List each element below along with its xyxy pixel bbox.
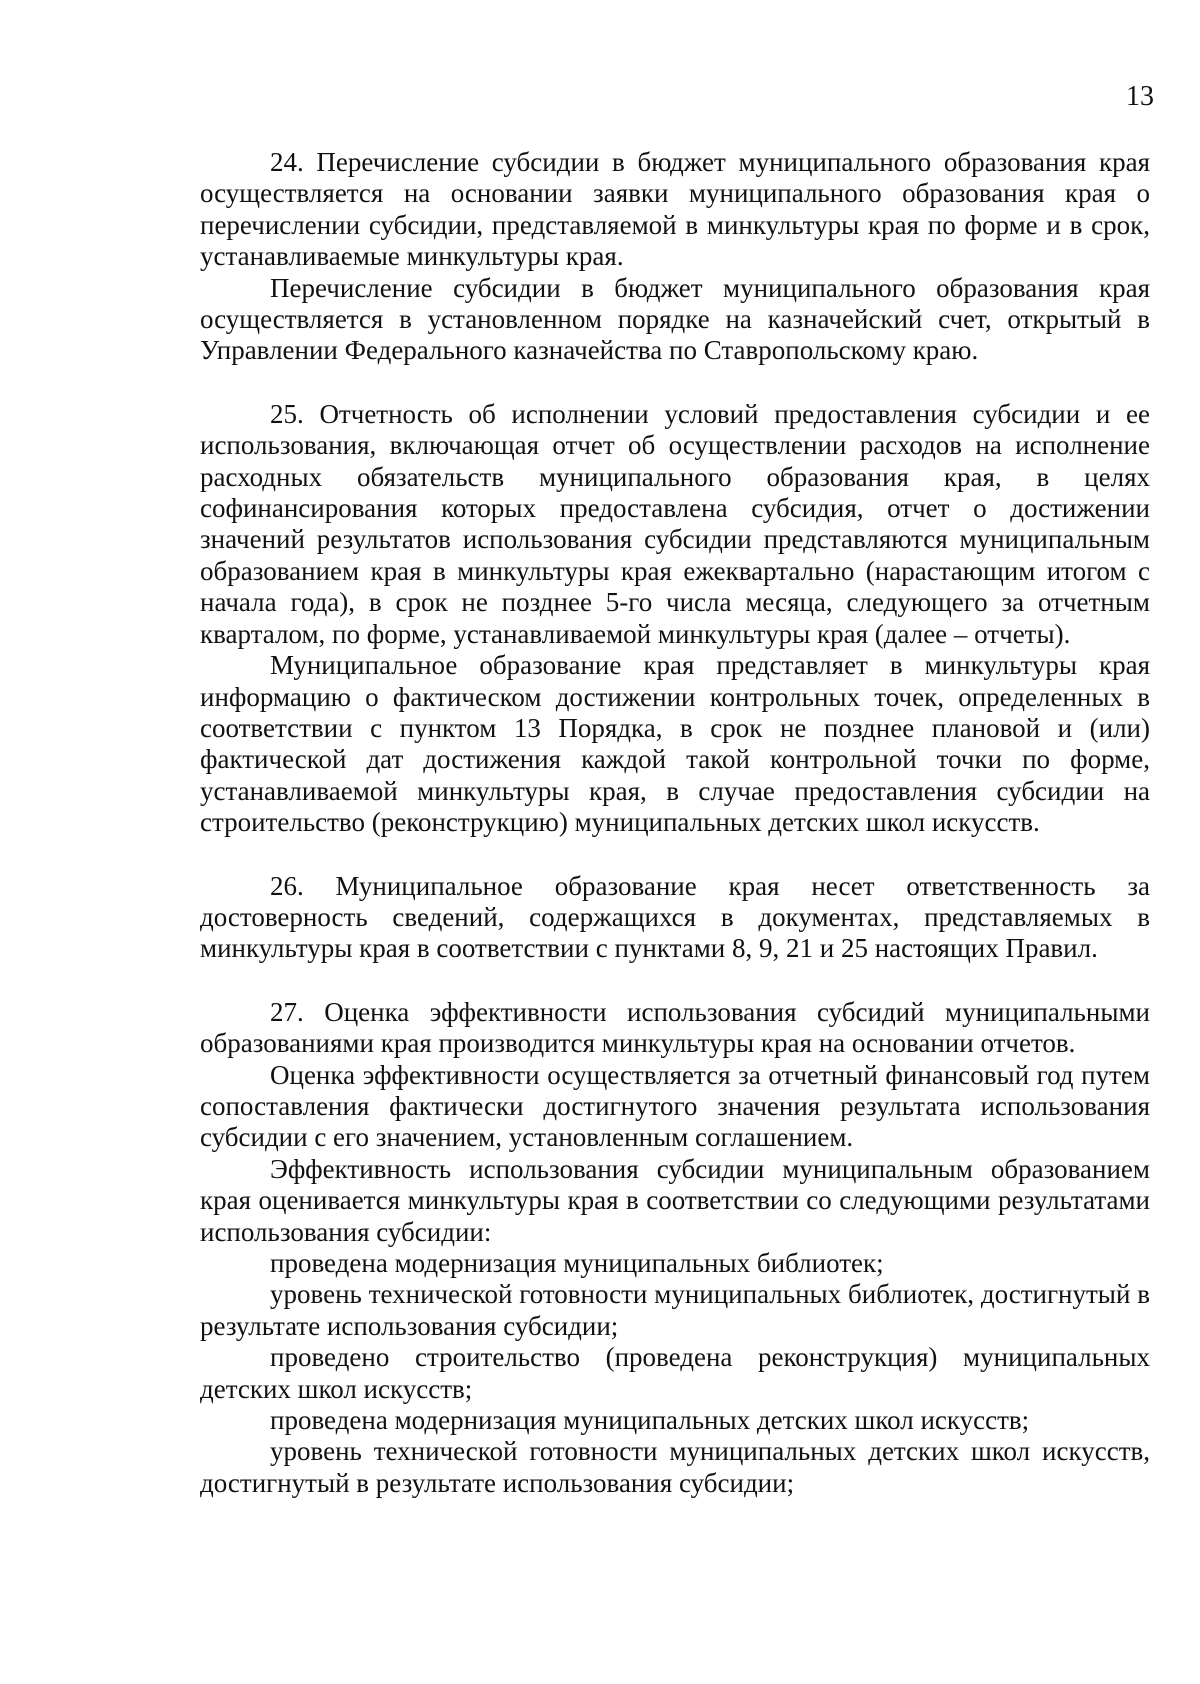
page-number: 13: [1126, 81, 1154, 112]
result-item: проведена модернизация муниципальных библиотек;: [270, 1248, 884, 1278]
paragraph-26: 26. Муниципальное образование края несет ответственность за достоверность сведений, содержащихся в документах, представляемых в минкультуры края в соответствии с пунктами 8, 9, 21 и 25 настоящих Правил.: [200, 870, 1150, 964]
paragraph-24-transfer: Перечисление субсидии в бюджет муниципального образования края осуществляется в установленном порядке на казначейский счет, открытый в Управлении Федерального казначейства по Ставропольскому краю.: [200, 272, 1150, 366]
paragraph-27: 27. Оценка эффективности использования субсидий муниципальными образованиями края производится минкультуры края на основании отчетов.: [200, 996, 1150, 1059]
paragraph-25-control-points: Муниципальное образование края представляет в минкультуры края информацию о фактическом достижении контрольных точек, определенных в соответствии с пунктом 13 Порядка, в срок не позднее плановой и (или) фактической дат достижения каждой такой контрольной точки по форме, устанавливаемой минкультуры края, в случае предоставления субсидии на строительство (реконструкцию) муниципальных детских школ искусств.: [200, 650, 1150, 838]
document-body: [200, 147, 1150, 1499]
paragraph-24: 24. Перечисление субсидии в бюджет муниципального образования края осуществляется на основании заявки муниципального образования края о перечислении субсидии, представляемой в минкультуры края по форме и в срок, устанавливаемые минкультуры края.: [200, 147, 1150, 272]
paragraph-25: 25. Отчетность об исполнении условий предоставления субсидии и ее использования, включающая отчет об осуществлении расходов на исполнение расходных обязательств муниципального образования края, в целях софинансирования которых предоставлена субсидия, отчет о достижении значений результатов использования субсидии представляются муниципальным образованием края в минкультуры края ежеквартально (нарастающим итогом с начала года), в срок не позднее 5-го числа месяца, следующего за отчетным кварталом, по форме, устанавливаемой минкультуры края (далее – отчеты).: [200, 398, 1150, 649]
paragraph-27-results-intro: Эффективность использования субсидии муниципальным образованием края оценивается минкультуры края в соответствии со следующими результатами использования субсидии:: [200, 1153, 1150, 1247]
result-item: проведено строительство (проведена реконструкция) муниципальных детских школ искусств;: [200, 1342, 1150, 1404]
result-item: уровень технической готовности муниципальных библиотек, достигнутый в результате использования субсидии;: [200, 1279, 1150, 1341]
paragraph-27-evaluation: Оценка эффективности осуществляется за отчетный финансовый год путем сопоставления фактически достигнутого значения результата использования субсидии с его значением, установленным соглашением.: [200, 1059, 1150, 1153]
result-item: проведена модернизация муниципальных детских школ искусств;: [270, 1405, 1030, 1436]
result-item: уровень технической готовности муниципальных детских школ искусств, достигнутый в результате использования субсидии;: [200, 1436, 1150, 1498]
